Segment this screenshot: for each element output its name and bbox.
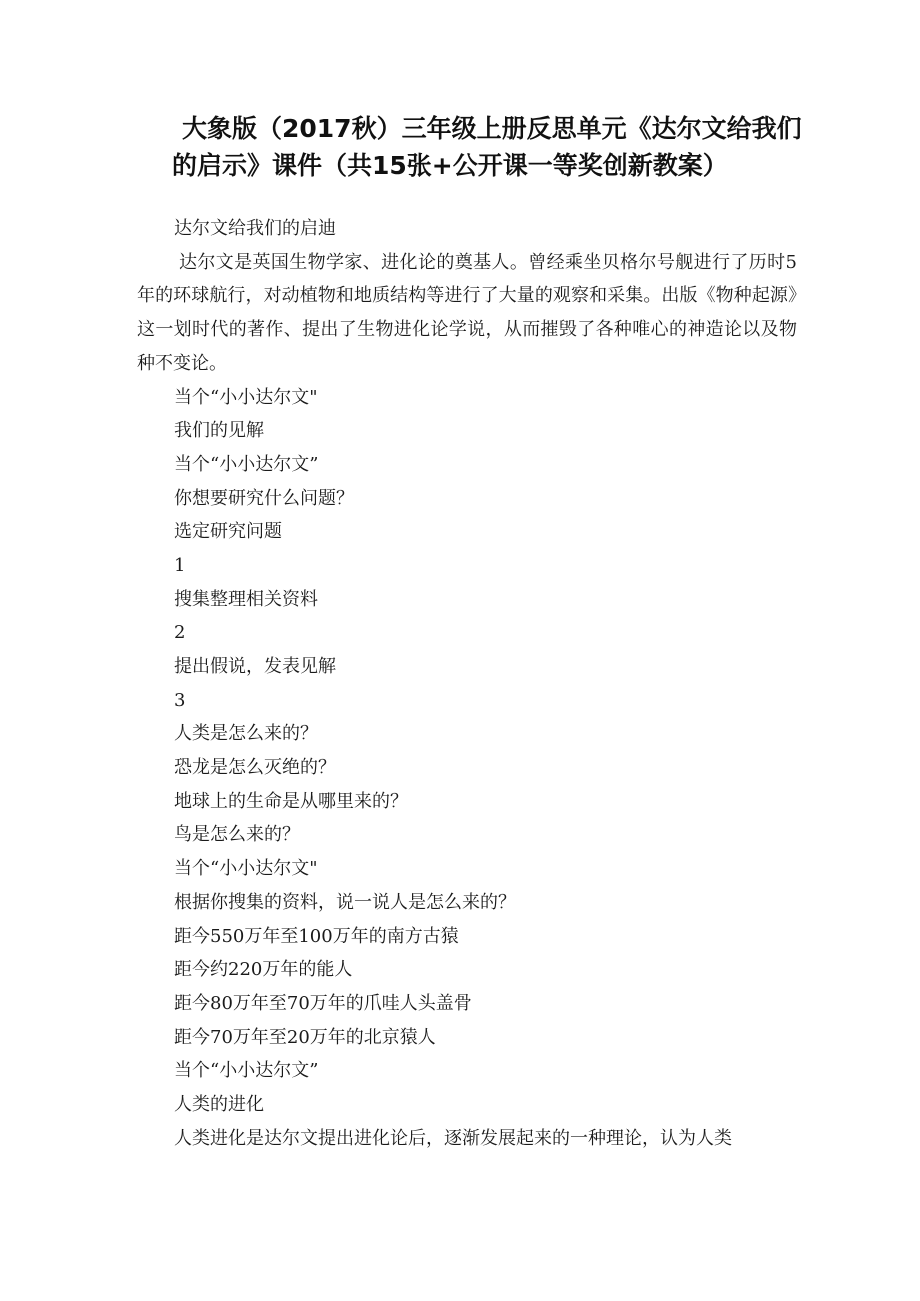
text-line: 地球上的生命是从哪里来的？ (174, 790, 408, 812)
text-line: 当个“小小达尔文" (174, 386, 318, 408)
text-line: 你想要研究什么问题？ (174, 487, 354, 509)
section-heading: 达尔文给我们的启迪 (174, 218, 336, 239)
document-body (137, 212, 797, 1155)
intro-paragraph: 达尔文是英国生物学家、进化论的奠基人。曾经乘坐贝格尔号舰进行了历时5年的环球航行，对动植物和地质结构等进行了大量的观察和采集。出版《物种起源》这一划时代的著作、提出了生物进化论学说，从而摧毁了各种唯心的神造论以及物种不变论。 (137, 251, 797, 374)
step-number: 3 (174, 689, 186, 711)
text-line: 距今70万年至20万年的北京猿人 (174, 1026, 436, 1048)
step-number: 1 (174, 554, 186, 576)
text-line: 我们的见解 (174, 420, 264, 442)
text-line: 鸟是怎么来的？ (174, 824, 300, 846)
document-title: 大象版（2017秋）三年级上册反思单元《达尔文给我们的启示》课件（共15张+公开课一等奖创新教案） (172, 114, 802, 180)
step-number: 2 (174, 622, 186, 644)
text-line: 人类的进化 (174, 1093, 264, 1115)
text-line: 人类进化是达尔文提出进化论后，逐渐发展起来的一种理论，认为人类 (174, 1127, 732, 1149)
text-line: 距今80万年至70万年的爪哇人头盖骨 (174, 992, 472, 1014)
text-line: 当个“小小达尔文” (174, 453, 319, 475)
text-line: 距今约220万年的能人 (174, 959, 353, 981)
text-line: 人类是怎么来的？ (174, 723, 318, 745)
text-line: 提出假说，发表见解 (174, 656, 336, 677)
text-line: 距今550万年至100万年的南方古猿 (174, 925, 459, 947)
text-line: 当个“小小达尔文" (174, 858, 318, 880)
text-line: 搜集整理相关资料 (174, 588, 318, 610)
text-line: 当个“小小达尔文” (174, 1060, 319, 1082)
text-line: 选定研究问题 (174, 521, 282, 543)
text-line: 根据你搜集的资料，说一说人是怎么来的？ (174, 891, 516, 913)
text-line: 恐龙是怎么灭绝的？ (174, 757, 336, 779)
